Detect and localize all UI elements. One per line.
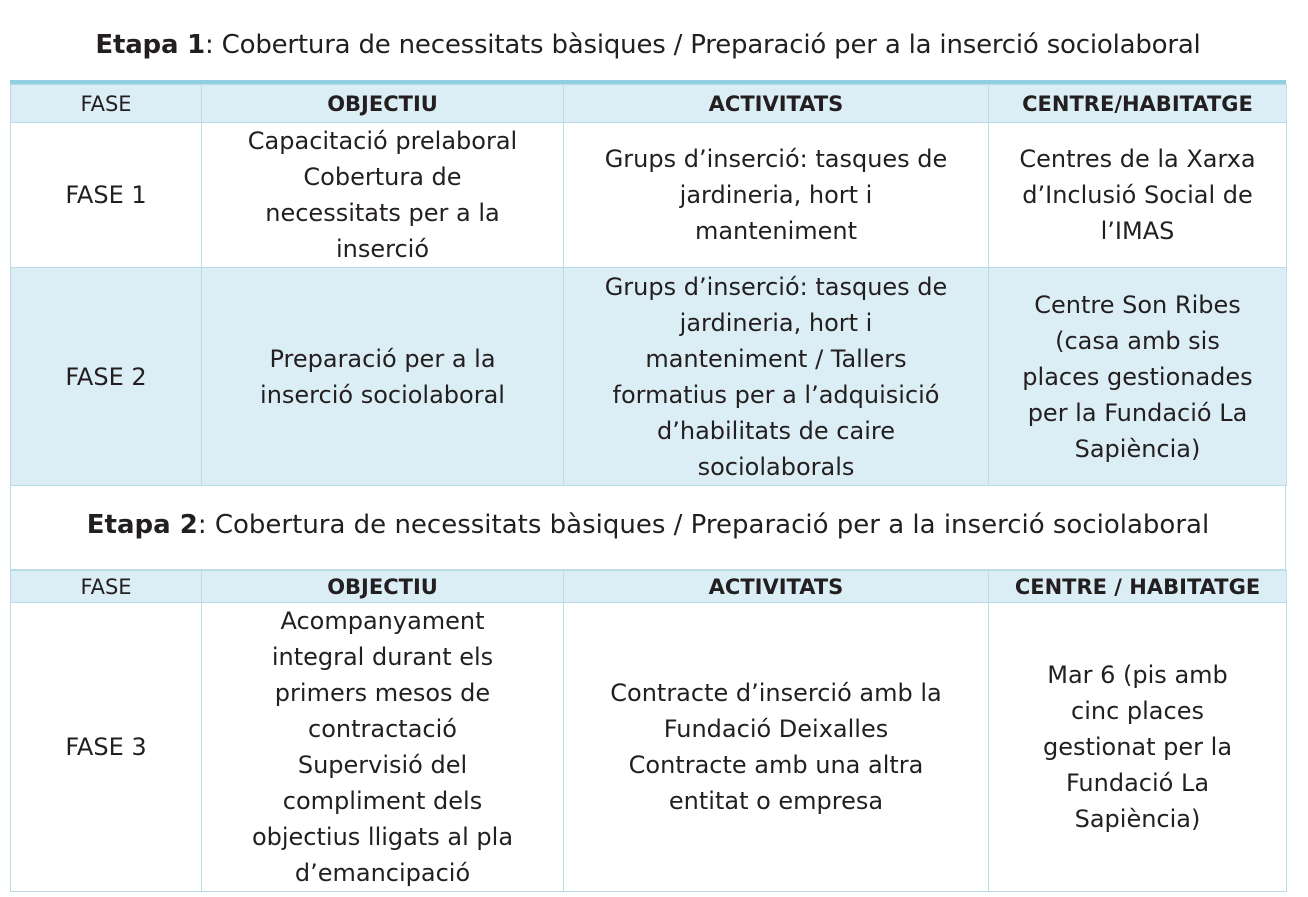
header-fase: FASE (11, 571, 202, 603)
header-activitats: ACTIVITATS (564, 85, 989, 123)
cell-line: necessitats per a la (265, 199, 500, 227)
centre-cell (989, 603, 1287, 892)
cell-line: l’IMAS (1100, 217, 1175, 245)
cell-line: Grups d’inserció: tasques de (604, 272, 948, 301)
cell-line: cinc places (1071, 697, 1204, 725)
cell-line: gestionat per la (1042, 733, 1233, 761)
cell-line: Capacitació prelaboral (247, 127, 518, 155)
header-objectiu: OBJECTIU (202, 85, 564, 123)
cell-line: Grups d’inserció: tasques de (604, 145, 948, 173)
cell-line: (casa amb sis (1055, 326, 1220, 355)
fase-cell: FASE 1 (11, 123, 202, 268)
cell-line: Cobertura de (303, 163, 462, 191)
objectiu-cell (202, 268, 564, 486)
cell-line: Preparació per a la (269, 344, 496, 373)
objectiu-cell (202, 123, 564, 268)
table-row (11, 123, 1287, 268)
activitats-cell (564, 268, 989, 486)
header-fase: FASE (11, 85, 202, 123)
cell-line: contractació (308, 715, 457, 743)
stage2-title (10, 486, 1286, 570)
stage1-title-bold: Etapa 1 (95, 30, 206, 60)
cell-line: Contracte amb una altra (628, 751, 924, 779)
cell-line: Centres de la Xarxa (1019, 145, 1256, 173)
cell-line: Centre Son Ribes (1034, 290, 1241, 319)
table-row (11, 268, 1287, 486)
stage2-header-row (11, 571, 1287, 603)
cell-line: inserció sociolaboral (260, 380, 505, 409)
cell-line: manteniment (694, 217, 858, 245)
cell-line: sociolaborals (697, 452, 855, 481)
cell-line: formatius per a l’adquisició (612, 380, 940, 409)
header-centre: CENTRE / HABITATGE (989, 571, 1287, 603)
cell-line: manteniment / Tallers (645, 344, 907, 373)
stage2-title-rest: : Cobertura de necessitats bàsiques / Preparació per a la inserció sociolaboral (197, 510, 1210, 540)
cell-line: integral durant els (271, 643, 494, 671)
cell-line: inserció (335, 235, 430, 263)
cell-line: Sapiència) (1074, 805, 1201, 833)
cell-line: jardineria, hort i (679, 181, 873, 209)
cell-line: places gestionades (1022, 362, 1253, 391)
cell-line: jardineria, hort i (679, 308, 873, 337)
cell-line: Supervisió del (297, 751, 468, 779)
fase-cell: FASE 3 (11, 603, 202, 892)
objectiu-cell (202, 603, 564, 892)
header-objectiu: OBJECTIU (202, 571, 564, 603)
activitats-cell (564, 123, 989, 268)
cell-line: per la Fundació La (1027, 398, 1248, 427)
cell-line: Mar 6 (pis amb (1047, 661, 1228, 689)
cell-line: d’emancipació (294, 859, 471, 887)
table-row (11, 603, 1287, 892)
activitats-cell (564, 603, 989, 892)
cell-line: entitat o empresa (668, 787, 884, 815)
document (10, 0, 1286, 892)
cell-line: compliment dels (282, 787, 483, 815)
stage1-header-row (11, 85, 1287, 123)
cell-line: Contracte d’inserció amb la (610, 679, 942, 707)
centre-cell (989, 123, 1287, 268)
cell-line: Fundació Deixalles (663, 715, 889, 743)
cell-line: d’Inclusió Social de (1022, 181, 1253, 209)
header-activitats: ACTIVITATS (564, 571, 989, 603)
cell-line: primers mesos de (274, 679, 491, 707)
fase-cell: FASE 2 (11, 268, 202, 486)
cell-line: Fundació La (1065, 769, 1210, 797)
cell-line: Acompanyament (280, 607, 485, 635)
cell-line: objectius lligats al pla (251, 823, 514, 851)
cell-line: d’habilitats de caire (657, 416, 895, 445)
stage1-title (10, 0, 1286, 80)
cell-line: Sapiència) (1074, 434, 1201, 463)
stage2-table (10, 570, 1287, 892)
stage2-title-bold: Etapa 2 (86, 510, 198, 540)
stage1-table (10, 84, 1287, 486)
stage1-title-rest: : Cobertura de necessitats bàsiques / Preparació per a la inserció sociolaboral (205, 30, 1201, 60)
centre-cell (989, 268, 1287, 486)
header-centre: CENTRE/HABITATGE (989, 85, 1287, 123)
